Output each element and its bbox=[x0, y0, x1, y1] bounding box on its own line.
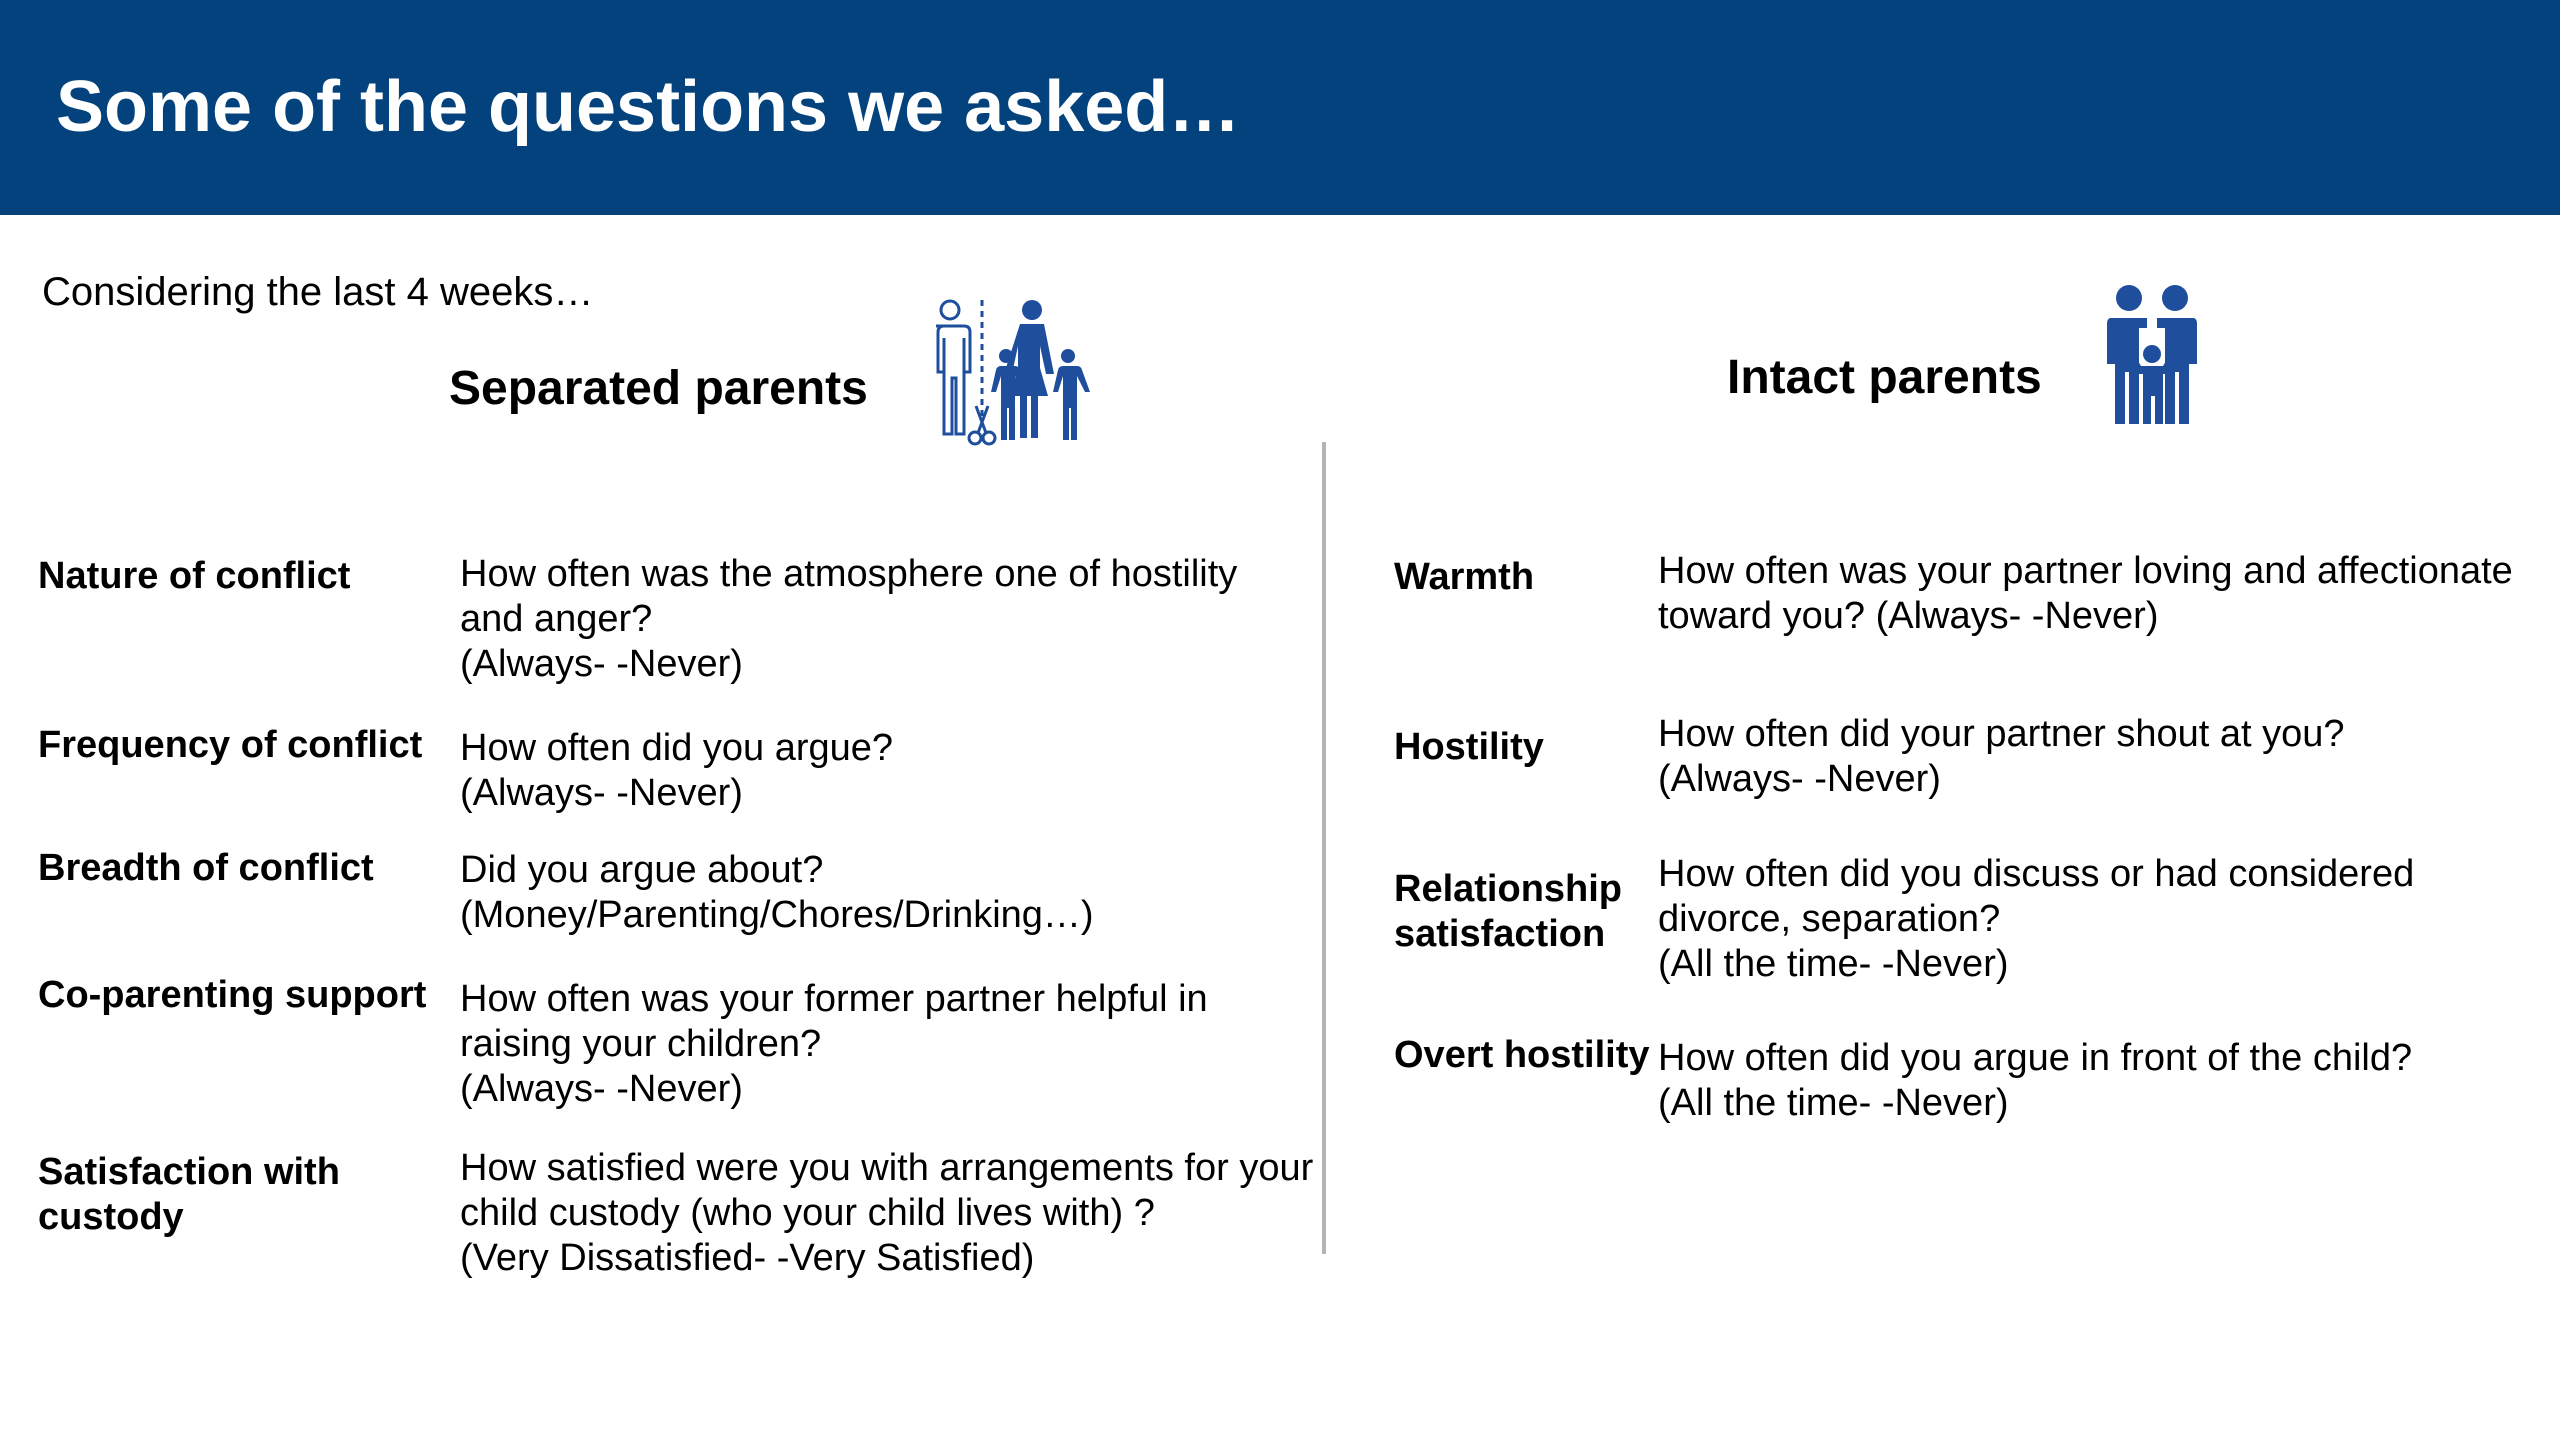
intact-label-warmth: Warmth bbox=[1394, 556, 1535, 598]
separated-label-satisfaction-with-custody: Satisfaction with custody bbox=[38, 1151, 340, 1238]
question-line: How often did you discuss or had considered bbox=[1658, 853, 2415, 895]
intact-question-hostility bbox=[1658, 712, 2345, 802]
question-line: (Always- -Never) bbox=[460, 643, 743, 685]
intro-text: Considering the last 4 weeks… bbox=[42, 270, 594, 314]
column-divider bbox=[1322, 442, 1326, 1254]
slide-title: Some of the questions we asked… bbox=[56, 67, 1241, 147]
question-line: How often did you argue? bbox=[460, 727, 894, 769]
question-line: (Money/Parenting/Chores/Drinking…) bbox=[460, 894, 1094, 936]
separated-question-co-parenting-support bbox=[460, 977, 1208, 1112]
question-line: child custody (who your child lives with) ? bbox=[460, 1192, 1155, 1234]
question-line: How satisfied were you with arrangements for your bbox=[460, 1147, 1314, 1189]
intact-label-overt-hostility: Overt hostility bbox=[1394, 1034, 1650, 1076]
question-line: How often did you argue in front of the child? bbox=[1658, 1037, 2413, 1079]
intact-label-relationship-satisfaction: Relationship satisfaction bbox=[1394, 868, 1623, 955]
question-line: (Always- -Never) bbox=[460, 772, 743, 814]
question-line: How often did your partner shout at you? bbox=[1658, 713, 2345, 755]
family-icon bbox=[2097, 284, 2207, 424]
separated-label-breadth-of-conflict: Breadth of conflict bbox=[38, 847, 374, 889]
separated-parents-heading: Separated parents bbox=[449, 362, 868, 415]
question-line: Did you argue about? bbox=[460, 849, 824, 891]
question-line: How often was the atmosphere one of hostility bbox=[460, 553, 1238, 595]
question-line: toward you? (Always- -Never) bbox=[1658, 595, 2159, 637]
separated-question-nature-of-conflict bbox=[460, 552, 1237, 687]
question-line: raising your children? bbox=[460, 1023, 822, 1065]
separated-label-frequency-of-conflict: Frequency of conflict bbox=[38, 724, 423, 766]
question-line: (Always- -Never) bbox=[460, 1068, 743, 1110]
separated-question-frequency-of-conflict bbox=[460, 726, 893, 816]
question-line: How often was your former partner helpful in bbox=[460, 978, 1208, 1020]
intact-label-hostility: Hostility bbox=[1394, 726, 1544, 768]
separated-question-satisfaction-with-custody bbox=[460, 1146, 1313, 1281]
intact-question-overt-hostility bbox=[1658, 1036, 2412, 1126]
separated-family-icon bbox=[926, 298, 1094, 450]
question-line: divorce, separation? bbox=[1658, 898, 2001, 940]
question-line: and anger? bbox=[460, 598, 653, 640]
separated-label-nature-of-conflict: Nature of conflict bbox=[38, 555, 351, 597]
question-line: (All the time- -Never) bbox=[1658, 1082, 2009, 1124]
question-line: (Very Dissatisfied- -Very Satisfied) bbox=[460, 1237, 1035, 1279]
separated-label-co-parenting-support: Co-parenting support bbox=[38, 974, 427, 1016]
question-line: How often was your partner loving and affectionate bbox=[1658, 550, 2513, 592]
header-bar bbox=[0, 0, 2560, 215]
intact-question-warmth bbox=[1658, 549, 2513, 639]
intact-question-relationship-satisfaction bbox=[1658, 852, 2414, 987]
question-line: (All the time- -Never) bbox=[1658, 943, 2009, 985]
separated-question-breadth-of-conflict bbox=[460, 848, 1094, 938]
question-line: (Always- -Never) bbox=[1658, 758, 1941, 800]
intact-parents-heading: Intact parents bbox=[1727, 351, 2042, 404]
